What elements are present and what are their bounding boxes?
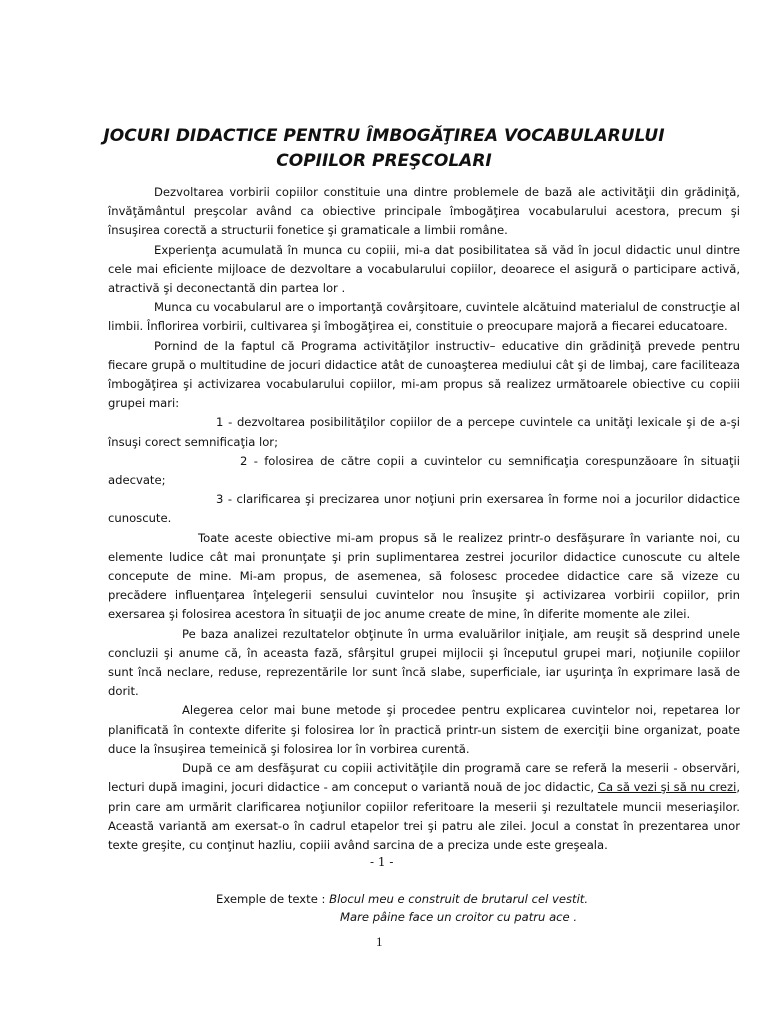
title-line-2: COPIILOR PREŞCOLARI (276, 151, 492, 171)
paragraph: Experienţa acumulată în munca cu copiii, mi-a dat posibilitatea să văd în jocul didactic unul dintre cele mai eficiente mijloace de dezvoltare a vocabularului copiilor, deoarece el asigură o participare activă, atractivă şi deconectantă din partea lor . (108, 242, 740, 296)
paragraph: Dezvoltarea vorbirii copiilor constituie una dintre problemele de bază ale activităţii din grădiniţă, învăţământul preşcolar având ca obiective principale îmbogăţirea vocabularului acestora, precum şi însuşirea corectă a structurii fonetice şi gramaticale a limbii române. (108, 185, 740, 238)
example-text: Blocul meu e construit de brutarul cel vestit. (329, 892, 589, 906)
title-line-1: JOCURI DIDACTICE PENTRU ÎMBOGĂŢIREA VOCABULARULUI (103, 126, 665, 146)
document-title (100, 124, 668, 174)
paragraph (108, 759, 740, 855)
objective-item: 3 - clarificarea şi precizarea unor noţiuni prin exersarea în forme noi a jocurilor didactice cunoscute. (108, 492, 740, 526)
page-number: 1 (376, 934, 383, 949)
objective-item: 1 - dezvoltarea posibilităţilor copiilor de a percepe cuvintele ca unităţi lexicale şi de a-şi însuşi corect semnificaţia lor; (108, 415, 740, 449)
objective-item: 2 - folosirea de către copii a cuvintelor cu semnificaţia corespunzăoare în situaţii adecvate; (108, 453, 740, 488)
paragraph: Pe baza analizei rezultatelor obţinute în urma evaluărilor iniţiale, am reuşit să desprind unele concluzii şi anume că, în aceasta fază, sfârşitul grupei mijlocii şi începutul grupei mari, noţiunile copiilor sunt încă neclare, reduse, reprezentările lor sunt încă slabe, superficiale, iar uşurinţa în exprimare lasă de dorit. (108, 626, 740, 699)
game-name: Ca să vezi şi să nu crezi (597, 780, 737, 795)
paragraph: Toate aceste obiective mi-am propus să le realizez printr-o desfăşurare în variante noi, cu elemente ludice cât mai pronunţate şi prin suplimentarea zestrei jocurilor didactice cunoscute cu altele concepute de mine. Mi-am propus, de asemenea, să folosesc procedee didactice care să vizeze cu precădere influenţarea înţelegerii sensului cuvintelor nou însuşite şi activizarea vorbirii copiilor, prin exersarea şi folosirea acestora în situaţii de joc anume create de mine, în diferite momente ale zilei. (108, 530, 740, 622)
document-body (108, 183, 740, 855)
paragraph: Munca cu vocabularul are o importanţă covârşitoare, cuvintele alcătuind materialul de construcţie al limbii. Înflorirea vorbirii, cultivarea şi îmbogăţirea ei, constituie o preocupare majoră a fiecarei educatoare. (108, 300, 740, 334)
paragraph-text: După ce am desfăşurat cu copiii activităţile din programă care se referă la meserii - observări, lecturi după imagini, jocuri didactice - am conceput o variantă nouă de joc didactic, (108, 761, 740, 795)
example-text: Mare pâine face un croitor cu patru ace . (340, 910, 578, 924)
paragraph: Alegerea celor mai bune metode şi procedee pentru explicarea cuvintelor noi, repetarea lor planificată în contexte diferite şi folosirea lor în practică printr-un sistem de exerciţii bine organizat, poate duce la însuşirea temeinică şi folosirea lor în vorbirea curentă. (108, 703, 740, 756)
page-marker: - 1 - (370, 855, 394, 869)
examples-label: Exemple de texte : (216, 892, 330, 906)
examples-block (216, 890, 736, 926)
paragraph-text: , prin care am urmărit clarificarea noţiunilor copiilor referitoare la meserii şi rezultatele muncii meseriaşilor. Această variantă am exersat-o în cadrul etapelor trei şi patru ale zilei. Jocul a constat în prezentarea unor texte greşite, cu conţinut hazliu, copiii având sarcina de a preciza unde este greşeala. (108, 780, 740, 852)
paragraph: Pornind de la faptul că Programa activităţilor instructiv– educative din grădiniţă prevede pentru fiecare grupă o multitudine de jocuri didactice atât de cunoaşterea mediului cât şi de limbaj, care faciliteaza îmbogăţirea şi activizarea vocabularului copiilor, mi-am propus să realizez următoarele obiective cu copiii grupei mari: (108, 338, 740, 411)
